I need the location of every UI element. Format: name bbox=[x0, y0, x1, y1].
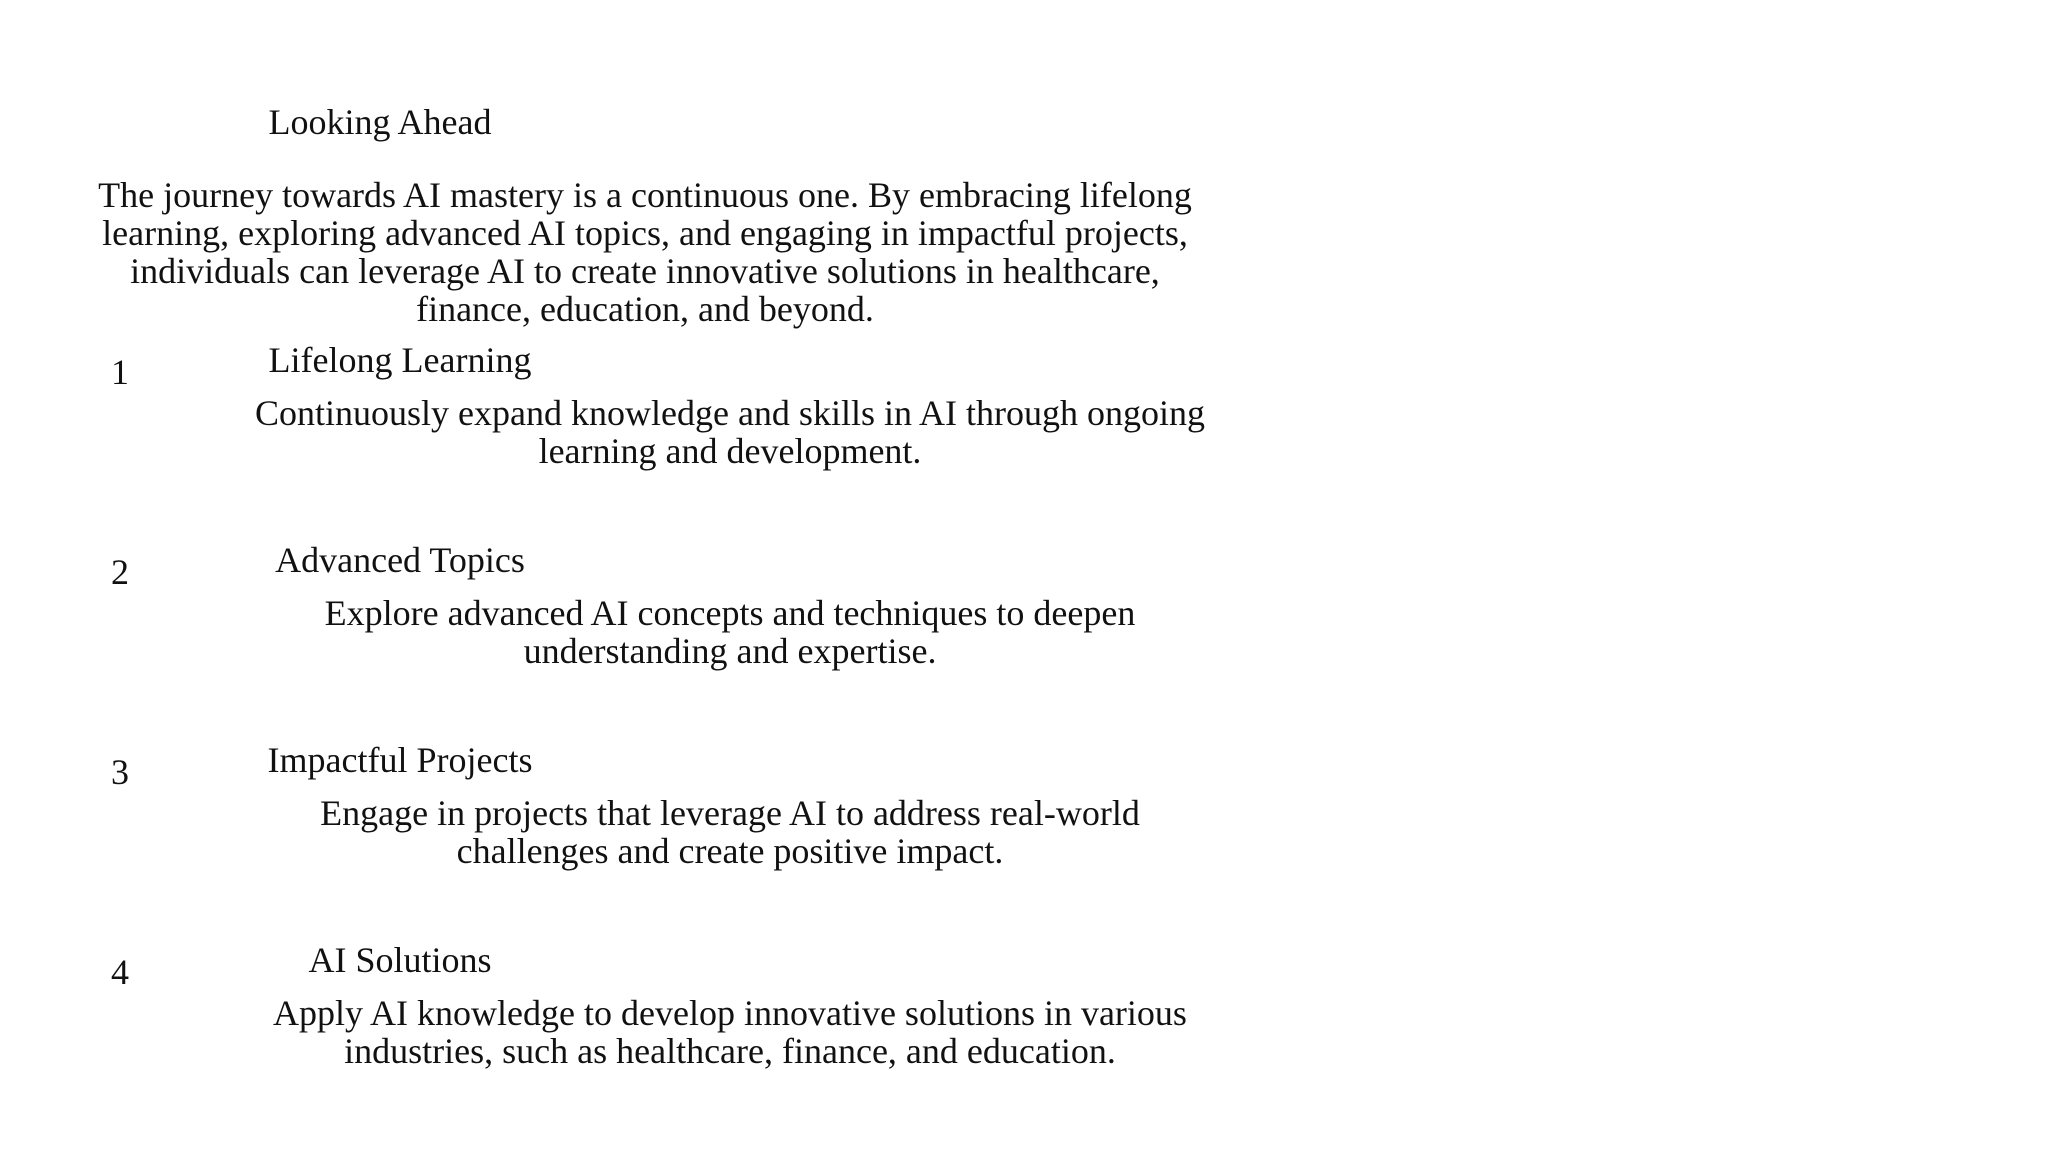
step-number: 2 bbox=[111, 552, 129, 592]
step-heading: Advanced Topics bbox=[275, 540, 525, 580]
step-description: Engage in projects that leverage AI to address real-world challenges and create positive impact. bbox=[320, 793, 1140, 871]
step-description: Continuously expand knowledge and skills in AI through ongoing learning and development. bbox=[255, 393, 1205, 471]
step-number: 1 bbox=[111, 352, 129, 392]
step-number: 3 bbox=[111, 752, 129, 792]
slide-title: Looking Ahead bbox=[268, 102, 492, 142]
step-heading: Impactful Projects bbox=[267, 740, 533, 780]
step-description: Apply AI knowledge to develop innovative solutions in various industries, such as healthcare, finance, and education. bbox=[273, 993, 1187, 1071]
intro-paragraph: The journey towards AI mastery is a continuous one. By embracing lifelong learning, exploring advanced AI topics, and engaging in impactful projects, individuals can leverage AI to create innovative solutions in healthcare, finance, education, and beyond. bbox=[98, 175, 1192, 329]
step-heading: AI Solutions bbox=[308, 940, 492, 980]
step-description: Explore advanced AI concepts and techniques to deepen understanding and expertise. bbox=[324, 593, 1136, 671]
step-heading: Lifelong Learning bbox=[268, 340, 532, 380]
step-number: 4 bbox=[111, 952, 129, 992]
